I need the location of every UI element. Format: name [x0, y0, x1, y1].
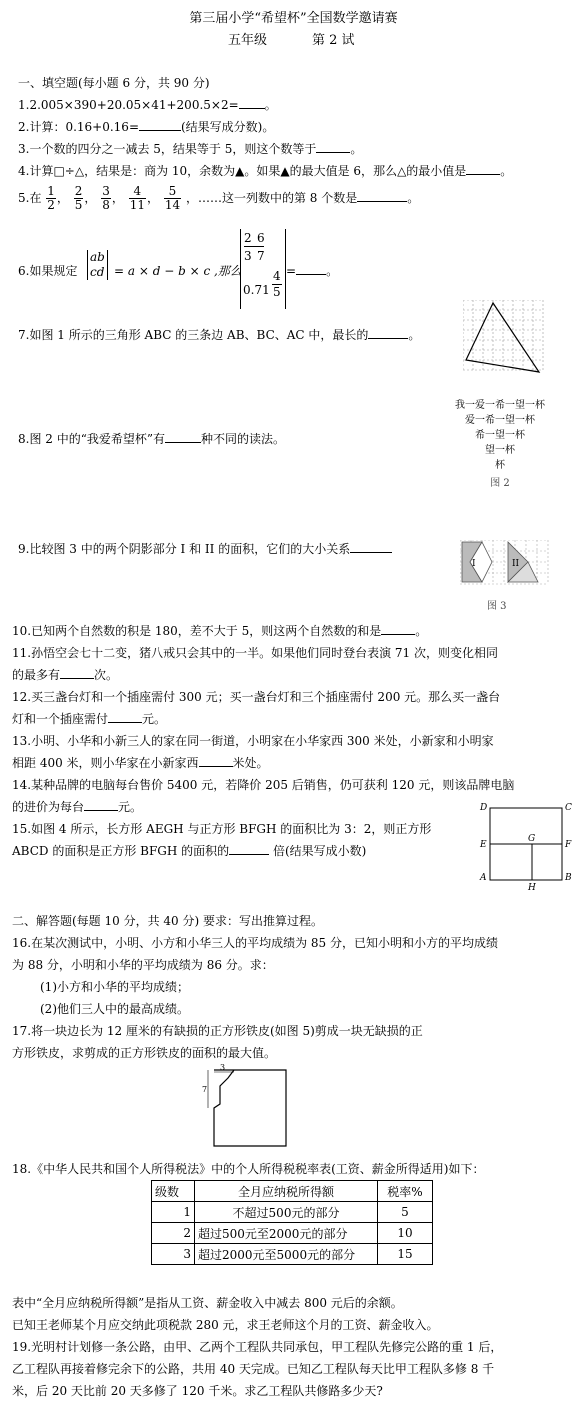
figure-4-label: C [565, 803, 572, 813]
question-16-line2: 为 88 分，小明和小华的平均成绩为 86 分。求： [12, 958, 274, 972]
answer-blank[interactable] [84, 798, 118, 811]
question-6-prefix: 6.如果规定 [18, 264, 78, 278]
figure-4-label: F [565, 840, 572, 850]
question-15-line2: ABCD 的面积是正方形 BFGH 的面积的 倍(结果写成小数) [12, 844, 367, 858]
answer-blank[interactable] [381, 622, 415, 635]
question-4: 4.计算□÷△，结果是：商为 10，余数为▲。如果▲的最大值是 6，那么△的最小值是 。 [18, 164, 513, 178]
question-15-line1: 15.如图 4 所示，长方形 AEGH 与正方形 BFGH 的面积比为 3：2，则正方形 [12, 822, 432, 836]
question-17-line2: 方形铁皮，求剪成的正方形铁皮的面积的最大值。 [12, 1046, 277, 1060]
answer-blank[interactable] [357, 189, 407, 202]
determinant-rule: = a × d − b × c ,那么 [114, 264, 242, 278]
figure-1-triangle-grid [463, 300, 545, 376]
tax-rate-table [151, 1180, 433, 1265]
figure-4-label: B [565, 873, 572, 883]
figure-5-side-label: 7 [202, 1085, 208, 1094]
question-12-line2: 灯和一个插座需付 元。 [12, 712, 167, 726]
question-11-line1: 11.孙悟空会七十二变，猪八戒只会其中的一半。如果他们同时登台表演 71 次，则变化相同 [12, 646, 498, 660]
figure-4-label: A [480, 873, 487, 883]
question-9: 9.比较图 3 中的两个阴影部分 I 和 II 的面积，它们的大小关系 [18, 540, 392, 558]
question-19-line3: 米，后 20 天比前 20 天多修了 120 千米。求乙工程队共修路多少天? [12, 1384, 383, 1398]
question-18: 18.《中华人民共和国个人所得税法》中的个人所得税税率表(工资、薪金所得适用)如下： [12, 1162, 485, 1176]
figure-4-label: H [528, 883, 536, 890]
question-14-line1: 14.某种品牌的电脑每台售价 5400 元，若降价 205 后销售，仍可获利 120 元，则该品牌电脑 [12, 778, 515, 792]
table-row: 3 超过2000元至5000元的部分 15 [152, 1244, 433, 1265]
determinant-matrix: 2 6 3 7 0.71 4 5 [240, 229, 286, 309]
round-label: 第 2 试 [312, 33, 355, 48]
question-16-line1: 16.在某次测试中，小明、小方和小华三人的平均成绩为 85 分，已知小明和小方的平均成绩 [12, 936, 498, 950]
figure-4-label: D [480, 803, 488, 813]
answer-blank[interactable] [108, 710, 142, 723]
figure-2-caption: 图 2 [490, 478, 510, 489]
section1-heading: 一、填空题(每小题 6 分，共 90 分) [18, 76, 210, 90]
question-12-line1: 12.买三盏台灯和一个插座需付 300 元；买一盏台灯和三个插座需付 200 元。那么买一盏台 [12, 690, 501, 704]
table-header-cell: 税率% [378, 1181, 433, 1202]
answer-blank[interactable] [165, 430, 201, 443]
fraction: $\frac{2}{5}$ [74, 184, 83, 212]
question-18-note1: 表中“全月应纳税所得额”是指从工资、薪金收入中减去 800 元后的余额。 [12, 1296, 403, 1310]
question-6-end: = 。 [286, 264, 339, 278]
table-header-cell: 全月应纳税所得额 [195, 1181, 378, 1202]
question-10: 10.已知两个自然数的积是 180，差不大于 5，则这两个自然数的和是 。 [12, 624, 428, 638]
question-5: 5.在 $\frac{1}{2}$ ， $\frac{2}{5}$ ， $\frac{3}{8}$ ， $\frac{4}{11}$ ， $\frac{5}{14}$ ，……这一列数中的第 8 个数是 。 [18, 184, 420, 212]
answer-blank[interactable] [350, 540, 392, 553]
section2-heading: 二、解答题(每题 10 分，共 40 分) 要求：写出推算过程。 [12, 914, 323, 928]
question-14-line2: 的进价为每台 元。 [12, 800, 143, 814]
grade-label: 五年级 [228, 33, 268, 48]
question-8: 8.图 2 中的“我爱希望杯”有 种不同的读法。 [18, 432, 285, 446]
question-7: 7.如图 1 所示的三角形 ABC 的三条边 AB、BC、AC 中，最长的 。 [18, 328, 421, 342]
table-header-row [152, 1181, 433, 1202]
figure-3-label-1: I [472, 559, 476, 569]
answer-blank[interactable] [368, 326, 408, 339]
answer-blank[interactable] [199, 754, 233, 767]
question-3: 3.一个数的四分之一减去 5，结果等于 5，则这个数等于 。 [18, 142, 363, 156]
answer-blank[interactable] [296, 262, 326, 275]
question-19-line2: 乙工程队再接着修完余下的公路，共用 40 天完成。已知乙工程队每天比甲工程队多修 8 千 [12, 1362, 495, 1376]
fraction: $\frac{5}{14}$ [164, 184, 181, 212]
fraction: $\frac{3}{8}$ [102, 184, 110, 212]
answer-blank[interactable] [229, 842, 269, 855]
question-19-line1: 19.光明村计划修一条公路，由甲、乙两个工程队共同承包，甲工程队先修完公路的重 1 后， [12, 1340, 503, 1354]
answer-blank[interactable] [60, 666, 94, 679]
determinant-definition: ab cd [87, 250, 108, 280]
figure-3-shaded-regions [460, 540, 550, 590]
answer-blank[interactable] [316, 140, 350, 153]
question-2: 2.计算：0.16+0.16= (结果写成分数)。 [18, 120, 275, 134]
figure-4-square-diagram [478, 800, 576, 890]
table-header-cell: 级数 [152, 1181, 195, 1202]
fraction: $\frac{4}{11}$ [129, 184, 146, 212]
figure-5-damaged-square [200, 1064, 300, 1154]
question-16-part1: (1)小方和小华的平均成绩； [40, 980, 189, 994]
fraction: $\frac{1}{2}$ [47, 184, 55, 212]
question-13-line2: 相距 400 米，则小华家在小新家西 米处。 [12, 756, 269, 770]
figure-4-label: E [480, 840, 487, 850]
question-11-line2: 的最多有 次。 [12, 668, 119, 682]
question-1: 1.2.005×390+20.05×41+200.5×2= 。 [18, 98, 277, 112]
figure-2-character-triangle: 我一爱一希一望一杯 爱一希一望一杯 希一望一杯 望一杯 杯 图 2 [440, 398, 560, 495]
figure-5-top-label: 3 [220, 1064, 226, 1072]
figure-3-label-2: II [512, 559, 520, 569]
exam-title: 第三届小学“希望杯”全国数学邀请赛 [189, 11, 398, 26]
figure-4-label: G [528, 834, 536, 844]
figure-3-caption: 图 3 [487, 601, 507, 612]
answer-blank[interactable] [466, 162, 500, 175]
question-13-line1: 13.小明、小华和小新三人的家在同一街道，小明家在小华家西 300 米处，小新家和小明家 [12, 734, 494, 748]
answer-blank[interactable] [239, 96, 265, 109]
question-17-line1: 17.将一块边长为 12 厘米的有缺损的正方形铁皮(如图 5)剪成一块无缺损的正 [12, 1024, 423, 1038]
question-18-note2: 已知王老师某个月应交纳此项税款 280 元，求王老师这个月的工资、薪金收入。 [12, 1318, 439, 1332]
table-row: 1 不超过500元的部分 5 [152, 1202, 433, 1223]
answer-blank[interactable] [139, 118, 181, 131]
table-row: 2 超过500元至2000元的部分 10 [152, 1223, 433, 1244]
question-16-part2: (2)他们三人中的最高成绩。 [40, 1002, 189, 1016]
